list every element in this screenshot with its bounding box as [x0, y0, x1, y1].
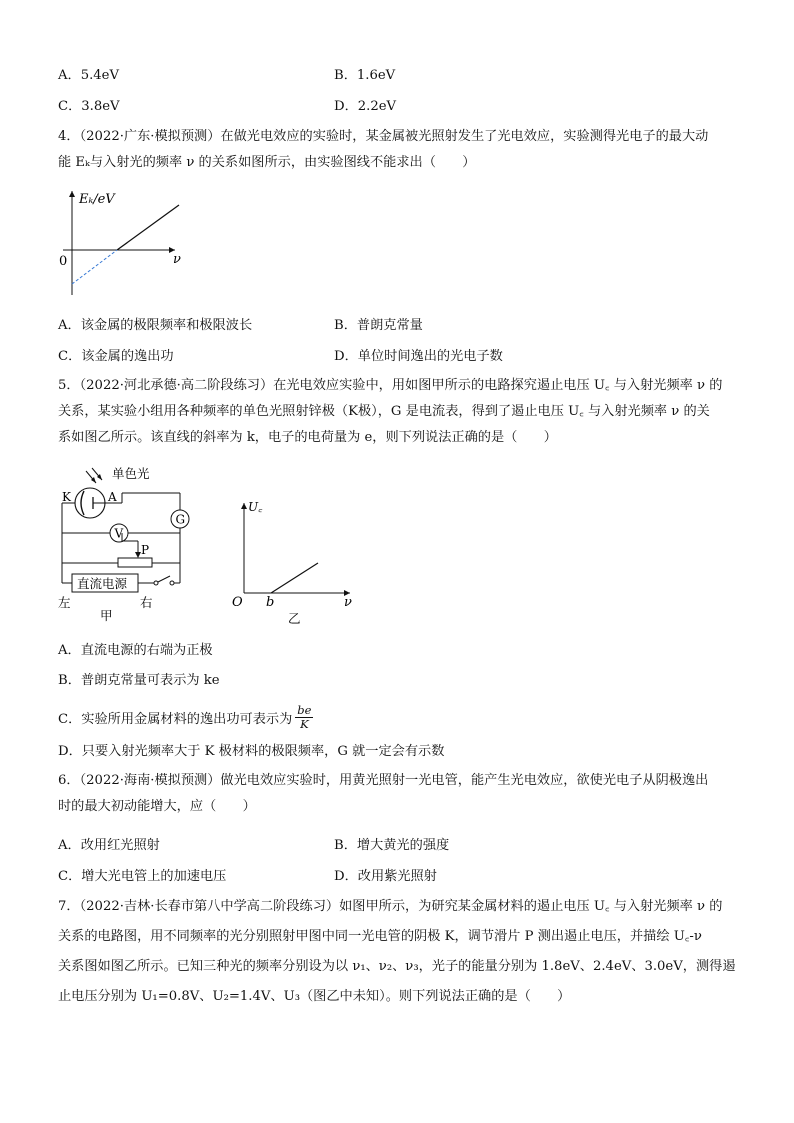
q5-graph-y-label: U꜀ — [248, 500, 263, 514]
q4-origin-label: 0 — [59, 254, 68, 269]
q5-circuit-diagram — [52, 463, 202, 623]
q4-stem-line-1: 4．（2022·广东·模拟预测）在做光电效应的实验时，某金属被光照射发生了光电效应，实验测得光电子的最大动 — [58, 129, 709, 144]
q4-option-a: A．该金属的极限频率和极限波长 — [58, 318, 253, 333]
q5-stem-line-2: 关系，某实验小组用各种频率的单色光照射锌极（K极），G 是电流表，得到了遏止电压 U꜀ 与入射光频率 ν 的关 — [58, 404, 710, 419]
q5-option-a: A．直流电源的右端为正极 — [58, 643, 213, 658]
q6-option-b: B．增大黄光的强度 — [334, 838, 450, 853]
q3-option-c: C．3.8eV — [58, 99, 120, 114]
q5-left-label: 左 — [58, 595, 71, 610]
q4-ek-frequency-graph — [55, 183, 195, 298]
q5-rheostat — [118, 558, 152, 567]
q6-option-c: C．增大光电管上的加速电压 — [58, 869, 227, 884]
q5-v-label: V — [114, 526, 124, 541]
q7-stem-line-1: 7．（2022·吉林·长春市第八中学高二阶段练习）如图甲所示，为研究某金属材料的遏止电压 U꜀ 与入射光频率 ν 的 — [58, 899, 723, 914]
q5-option-c-denominator: K — [300, 717, 309, 731]
q5-option-c-numerator: be — [297, 703, 312, 717]
q7-stem-line-3: 关系图如图乙所示。已知三种光的频率分别设为以 ν₁、ν₂、ν₃，光子的能量分别为 1.8eV、2.4eV、3.0eV，测得遏 — [58, 959, 736, 974]
q6-stem-line-1: 6．（2022·海南·模拟预测）做光电效应实验时，用黄光照射一光电管，能产生光电效应，欲使光电子从阴极逸出 — [58, 773, 709, 788]
question-6-stem — [58, 768, 748, 820]
q3-option-b: B．1.6eV — [334, 68, 396, 83]
q5-option-c-text: C．实验所用金属材料的逸出功可表示为 — [58, 712, 293, 727]
q5-switch-contact — [170, 581, 174, 585]
q5-g-label: G — [175, 512, 186, 527]
q5-option-d: D．只要入射光频率大于 K 极材料的极限频率，G 就一定会有示数 — [58, 744, 445, 759]
q5-switch-contact — [154, 581, 158, 585]
q7-stem-line-2: 关系的电路图，用不同频率的光分别照射甲图中同一光电管的阴极 K，调节滑片 P 测出遏止电压，并描绘 U꜀-ν — [58, 929, 702, 944]
q5-graph-x-label: ν — [344, 595, 352, 610]
q5-stem-line-3: 系如图乙所示。该直线的斜率为 k，电子的电荷量为 e，则下列说法正确的是（ ） — [58, 430, 557, 445]
q5-p-label: P — [141, 543, 150, 557]
q5-caption-jia: 甲 — [100, 608, 113, 623]
question-7-stem — [58, 892, 748, 1012]
q5-option-c — [58, 704, 313, 731]
q5-graph-line — [271, 563, 318, 593]
q6-option-a: A．改用红光照射 — [58, 838, 160, 853]
q4-extrapolated-line — [72, 250, 117, 284]
q5-caption-yi: 乙 — [288, 611, 301, 626]
q5-a-label: A — [108, 490, 117, 504]
q4-x-label: ν — [173, 252, 181, 267]
q4-y-label: Eₖ/eV — [79, 192, 115, 207]
q5-light-label: 单色光 — [112, 466, 150, 481]
q5-cathode-k — [81, 491, 84, 515]
q4-stem-line-2: 能 Eₖ与入射光的频率 ν 的关系如图所示，由实验图线不能求出（ ） — [58, 155, 476, 170]
q6-option-d: D．改用紫光照射 — [334, 869, 437, 884]
q4-solid-line — [117, 205, 179, 250]
q5-right-label: 右 — [140, 595, 153, 610]
q5-graph-origin: O — [232, 595, 243, 610]
q5-option-c-fraction — [295, 704, 313, 731]
q3-option-a: A．5.4eV — [58, 68, 120, 83]
question-5-stem — [58, 373, 748, 451]
q5-uc-frequency-graph — [226, 493, 366, 628]
q4-option-c: C．该金属的逸出功 — [58, 349, 174, 364]
q6-stem-line-2: 时的最大初动能增大，应（ ） — [58, 799, 256, 814]
q5-stem-line-1: 5．（2022·河北承德·高二阶段练习）在光电效应实验中，用如图甲所示的电路探究遏止电压 U꜀ 与入射光频率 ν 的 — [58, 378, 723, 393]
q5-k-label: K — [62, 490, 71, 504]
q3-option-d: D．2.2eV — [334, 99, 397, 114]
q4-option-b: B．普朗克常量 — [334, 318, 423, 333]
q5-option-b: B．普朗克常量可表示为 ke — [58, 673, 220, 688]
q5-graph-intercept-b: b — [266, 595, 275, 610]
q5-switch — [158, 576, 170, 582]
question-4-stem — [58, 124, 748, 176]
q5-source-label: 直流电源 — [77, 576, 128, 591]
q7-stem-line-4: 止电压分别为 U₁=0.8V、U₂=1.4V、U₃（图乙中未知）。则下列说法正确的是（ ） — [58, 989, 571, 1004]
q4-option-d: D．单位时间逸出的光电子数 — [334, 349, 503, 364]
